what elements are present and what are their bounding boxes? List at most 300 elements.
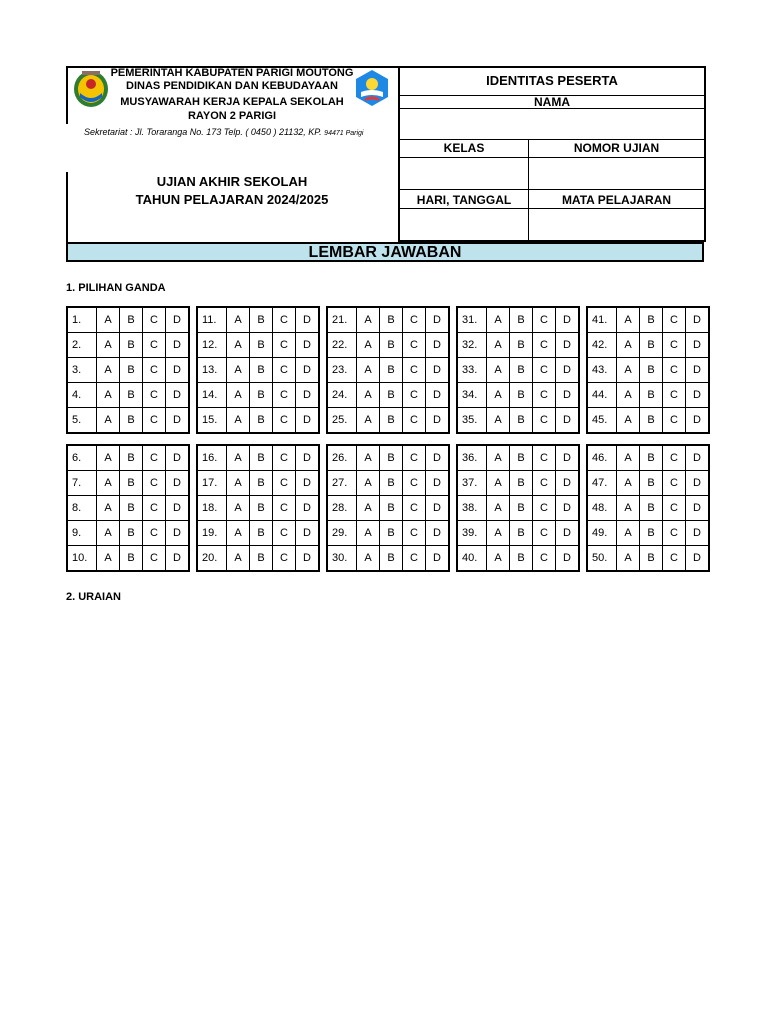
option-d[interactable]: D <box>556 408 580 434</box>
option-a[interactable]: A <box>97 521 120 546</box>
option-b[interactable]: B <box>510 333 533 358</box>
question-number: 23. <box>327 358 357 383</box>
org-line-1: PEMERINTAH KABUPATEN PARIGI MOUTONG <box>110 67 354 79</box>
answer-row <box>457 546 579 572</box>
option-a[interactable]: A <box>97 383 120 408</box>
option-a[interactable]: A <box>227 358 250 383</box>
option-c[interactable]: C <box>403 307 426 333</box>
option-a[interactable]: A <box>357 383 380 408</box>
option-a[interactable]: A <box>227 496 250 521</box>
option-b[interactable]: B <box>380 307 403 333</box>
question-number: 28. <box>327 496 357 521</box>
option-b[interactable]: B <box>250 383 273 408</box>
option-d[interactable]: D <box>556 471 580 496</box>
option-a[interactable]: A <box>357 546 380 572</box>
option-c[interactable]: C <box>273 496 296 521</box>
option-c[interactable]: C <box>533 333 556 358</box>
option-c[interactable]: C <box>533 358 556 383</box>
option-b[interactable]: B <box>380 358 403 383</box>
option-d[interactable]: D <box>426 471 450 496</box>
exam-title: UJIAN AKHIR SEKOLAH <box>156 174 308 189</box>
option-a[interactable]: A <box>97 333 120 358</box>
option-d[interactable]: D <box>166 496 190 521</box>
option-a[interactable]: A <box>617 358 640 383</box>
option-b[interactable]: B <box>120 333 143 358</box>
option-a[interactable]: A <box>487 408 510 434</box>
option-b[interactable]: B <box>380 445 403 471</box>
answer-row <box>327 307 449 333</box>
option-c[interactable]: C <box>143 383 166 408</box>
kelas-field[interactable] <box>400 158 528 189</box>
option-b[interactable]: B <box>640 383 663 408</box>
answer-row <box>67 546 189 572</box>
question-number: 36. <box>457 445 487 471</box>
option-c[interactable]: C <box>533 307 556 333</box>
option-c[interactable]: C <box>403 408 426 434</box>
option-c[interactable]: C <box>663 307 686 333</box>
option-d[interactable]: D <box>556 521 580 546</box>
option-b[interactable]: B <box>120 408 143 434</box>
option-b[interactable]: B <box>120 496 143 521</box>
option-c[interactable]: C <box>663 496 686 521</box>
answer-row <box>457 307 579 333</box>
option-c[interactable]: C <box>533 496 556 521</box>
option-b[interactable]: B <box>250 307 273 333</box>
option-b[interactable]: B <box>640 307 663 333</box>
question-number: 12. <box>197 333 227 358</box>
option-c[interactable]: C <box>533 408 556 434</box>
option-d[interactable]: D <box>426 496 450 521</box>
option-b[interactable]: B <box>380 333 403 358</box>
question-number: 26. <box>327 445 357 471</box>
kelas-label: KELAS <box>443 141 485 155</box>
question-number: 50. <box>587 546 617 572</box>
option-c[interactable]: C <box>403 333 426 358</box>
org-line-4: RAYON 2 PARIGI <box>187 110 277 122</box>
option-a[interactable]: A <box>617 471 640 496</box>
option-a[interactable]: A <box>357 521 380 546</box>
ministry-logo-icon <box>352 68 392 108</box>
option-a[interactable]: A <box>357 307 380 333</box>
question-number: 19. <box>197 521 227 546</box>
answer-row <box>457 471 579 496</box>
option-c[interactable]: C <box>403 471 426 496</box>
answer-row <box>67 408 189 434</box>
question-number: 37. <box>457 471 487 496</box>
option-d[interactable]: D <box>296 358 320 383</box>
option-a[interactable]: A <box>227 445 250 471</box>
option-b[interactable]: B <box>250 333 273 358</box>
option-d[interactable]: D <box>686 408 710 434</box>
question-number: 30. <box>327 546 357 572</box>
option-b[interactable]: B <box>510 546 533 572</box>
answer-block <box>456 444 580 572</box>
option-c[interactable]: C <box>533 521 556 546</box>
question-number: 44. <box>587 383 617 408</box>
question-number: 11. <box>197 307 227 333</box>
question-number: 40. <box>457 546 487 572</box>
option-c[interactable]: C <box>533 471 556 496</box>
option-d[interactable]: D <box>166 358 190 383</box>
answer-block <box>326 306 450 434</box>
option-d[interactable]: D <box>426 383 450 408</box>
question-number: 10. <box>67 546 97 572</box>
option-a[interactable]: A <box>97 445 120 471</box>
option-d[interactable]: D <box>166 383 190 408</box>
mata-pelajaran-field[interactable] <box>529 209 704 242</box>
option-c[interactable]: C <box>143 358 166 383</box>
answer-row <box>327 546 449 572</box>
org-line-2: DINAS PENDIDIKAN DAN KEBUDAYAAN <box>126 80 338 92</box>
option-b[interactable]: B <box>250 546 273 572</box>
option-b[interactable]: B <box>640 358 663 383</box>
hari-tanggal-label: HARI, TANGGAL <box>416 193 512 207</box>
option-c[interactable]: C <box>273 546 296 572</box>
question-number: 25. <box>327 408 357 434</box>
option-c[interactable]: C <box>533 383 556 408</box>
option-d[interactable]: D <box>556 383 580 408</box>
question-number: 34. <box>457 383 487 408</box>
option-b[interactable]: B <box>250 521 273 546</box>
option-c[interactable]: C <box>403 546 426 572</box>
option-a[interactable]: A <box>617 521 640 546</box>
option-d[interactable]: D <box>686 307 710 333</box>
section-essay: 2. URAIAN <box>66 591 122 603</box>
option-d[interactable]: D <box>296 307 320 333</box>
question-number: 8. <box>67 496 97 521</box>
question-number: 46. <box>587 445 617 471</box>
section-multiple-choice: 1. PILIHAN GANDA <box>66 282 166 294</box>
option-b[interactable]: B <box>640 445 663 471</box>
answer-row <box>327 383 449 408</box>
question-number: 43. <box>587 358 617 383</box>
option-d[interactable]: D <box>166 445 190 471</box>
option-a[interactable]: A <box>487 333 510 358</box>
option-b[interactable]: B <box>380 496 403 521</box>
option-c[interactable]: C <box>663 333 686 358</box>
option-d[interactable]: D <box>686 546 710 572</box>
option-c[interactable]: C <box>143 307 166 333</box>
option-b[interactable]: B <box>640 546 663 572</box>
option-a[interactable]: A <box>487 307 510 333</box>
answer-block <box>66 306 190 434</box>
option-b[interactable]: B <box>510 521 533 546</box>
answer-row <box>67 521 189 546</box>
question-number: 29. <box>327 521 357 546</box>
option-c[interactable]: C <box>273 408 296 434</box>
answer-row <box>327 445 449 471</box>
question-number: 15. <box>197 408 227 434</box>
option-c[interactable]: C <box>403 445 426 471</box>
option-a[interactable]: A <box>487 496 510 521</box>
question-number: 31. <box>457 307 487 333</box>
option-a[interactable]: A <box>487 471 510 496</box>
option-a[interactable]: A <box>97 546 120 572</box>
option-a[interactable]: A <box>617 333 640 358</box>
option-c[interactable]: C <box>143 408 166 434</box>
option-d[interactable]: D <box>296 521 320 546</box>
nomor-ujian-label: NOMOR UJIAN <box>573 141 660 155</box>
question-number: 9. <box>67 521 97 546</box>
option-c[interactable]: C <box>663 445 686 471</box>
exam-year: TAHUN PELAJARAN 2024/2025 <box>135 192 329 207</box>
question-number: 16. <box>197 445 227 471</box>
hari-tanggal-field[interactable] <box>400 209 528 242</box>
question-number: 47. <box>587 471 617 496</box>
option-d[interactable]: D <box>296 496 320 521</box>
option-a[interactable]: A <box>617 307 640 333</box>
option-c[interactable]: C <box>663 383 686 408</box>
nama-label: NAMA <box>534 95 570 109</box>
nomor-ujian-field[interactable] <box>529 158 704 189</box>
option-a[interactable]: A <box>97 358 120 383</box>
option-a[interactable]: A <box>97 307 120 333</box>
option-d[interactable]: D <box>296 471 320 496</box>
answer-row <box>67 445 189 471</box>
option-b[interactable]: B <box>120 358 143 383</box>
option-d[interactable]: D <box>426 521 450 546</box>
option-a[interactable]: A <box>227 521 250 546</box>
option-a[interactable]: A <box>97 408 120 434</box>
option-b[interactable]: B <box>510 408 533 434</box>
option-c[interactable]: C <box>273 445 296 471</box>
option-d[interactable]: D <box>556 445 580 471</box>
option-a[interactable]: A <box>487 358 510 383</box>
answer-row <box>587 546 709 572</box>
option-d[interactable]: D <box>166 471 190 496</box>
question-number: 6. <box>67 445 97 471</box>
answer-row <box>457 496 579 521</box>
option-d[interactable]: D <box>166 333 190 358</box>
question-number: 20. <box>197 546 227 572</box>
org-line-3: MUSYAWARAH KERJA KEPALA SEKOLAH <box>120 96 344 108</box>
option-b[interactable]: B <box>640 471 663 496</box>
option-b[interactable]: B <box>510 383 533 408</box>
option-d[interactable]: D <box>166 307 190 333</box>
option-d[interactable]: D <box>556 333 580 358</box>
option-d[interactable]: D <box>296 333 320 358</box>
question-number: 18. <box>197 496 227 521</box>
option-a[interactable]: A <box>487 546 510 572</box>
option-d[interactable]: D <box>426 445 450 471</box>
option-c[interactable]: C <box>663 546 686 572</box>
option-d[interactable]: D <box>296 445 320 471</box>
answer-row <box>327 408 449 434</box>
option-c[interactable]: C <box>143 445 166 471</box>
option-b[interactable]: B <box>250 408 273 434</box>
question-number: 4. <box>67 383 97 408</box>
answer-row <box>67 358 189 383</box>
option-b[interactable]: B <box>120 471 143 496</box>
question-number: 41. <box>587 307 617 333</box>
option-a[interactable]: A <box>487 445 510 471</box>
answer-row <box>587 471 709 496</box>
answer-block <box>66 444 190 572</box>
nama-field[interactable] <box>400 109 704 139</box>
answer-row <box>587 496 709 521</box>
option-c[interactable]: C <box>143 546 166 572</box>
answer-block <box>196 444 320 572</box>
answer-row <box>587 445 709 471</box>
option-d[interactable]: D <box>426 333 450 358</box>
option-a[interactable]: A <box>357 333 380 358</box>
option-a[interactable]: A <box>357 471 380 496</box>
answer-block <box>196 306 320 434</box>
option-b[interactable]: B <box>640 408 663 434</box>
option-a[interactable]: A <box>227 408 250 434</box>
option-b[interactable]: B <box>120 307 143 333</box>
option-d[interactable]: D <box>686 383 710 408</box>
option-c[interactable]: C <box>143 521 166 546</box>
option-b[interactable]: B <box>250 471 273 496</box>
option-b[interactable]: B <box>510 445 533 471</box>
option-b[interactable]: B <box>250 445 273 471</box>
question-number: 49. <box>587 521 617 546</box>
option-c[interactable]: C <box>143 496 166 521</box>
option-c[interactable]: C <box>403 496 426 521</box>
option-b[interactable]: B <box>120 521 143 546</box>
question-number: 13. <box>197 358 227 383</box>
option-b[interactable]: B <box>510 358 533 383</box>
option-c[interactable]: C <box>273 333 296 358</box>
option-d[interactable]: D <box>426 546 450 572</box>
answer-row <box>327 521 449 546</box>
answer-row <box>197 408 319 434</box>
option-d[interactable]: D <box>686 496 710 521</box>
answer-row <box>197 445 319 471</box>
identity-title: IDENTITAS PESERTA <box>486 73 618 88</box>
option-a[interactable]: A <box>487 521 510 546</box>
option-a[interactable]: A <box>487 383 510 408</box>
option-c[interactable]: C <box>533 445 556 471</box>
option-b[interactable]: B <box>120 546 143 572</box>
option-b[interactable]: B <box>380 471 403 496</box>
question-number: 22. <box>327 333 357 358</box>
option-b[interactable]: B <box>510 307 533 333</box>
option-d[interactable]: D <box>296 546 320 572</box>
option-d[interactable]: D <box>426 408 450 434</box>
option-d[interactable]: D <box>166 408 190 434</box>
option-c[interactable]: C <box>403 383 426 408</box>
option-d[interactable]: D <box>296 408 320 434</box>
question-number: 3. <box>67 358 97 383</box>
option-a[interactable]: A <box>357 496 380 521</box>
answer-row <box>67 333 189 358</box>
option-d[interactable]: D <box>556 358 580 383</box>
header-school-block <box>66 66 398 242</box>
option-b[interactable]: B <box>120 383 143 408</box>
option-d[interactable]: D <box>296 383 320 408</box>
option-a[interactable]: A <box>97 496 120 521</box>
answer-sheet-banner: LEMBAR JAWABAN <box>66 242 704 262</box>
option-a[interactable]: A <box>97 471 120 496</box>
option-a[interactable]: A <box>227 471 250 496</box>
option-a[interactable]: A <box>357 445 380 471</box>
option-d[interactable]: D <box>686 445 710 471</box>
option-d[interactable]: D <box>556 496 580 521</box>
option-a[interactable]: A <box>227 333 250 358</box>
option-d[interactable]: D <box>556 546 580 572</box>
answer-block <box>586 444 710 572</box>
option-c[interactable]: C <box>273 521 296 546</box>
option-d[interactable]: D <box>426 358 450 383</box>
answer-row <box>197 546 319 572</box>
secretariat-address: Sekretariat : Jl. Toraranga No. 173 Telp. ( 0450 ) 21132, KP. 94471 Parigi <box>84 127 364 137</box>
answer-row <box>327 471 449 496</box>
option-c[interactable]: C <box>273 383 296 408</box>
option-a[interactable]: A <box>617 496 640 521</box>
option-c[interactable]: C <box>663 471 686 496</box>
identity-block <box>398 66 706 242</box>
option-a[interactable]: A <box>227 546 250 572</box>
option-c[interactable]: C <box>273 358 296 383</box>
answer-row <box>327 333 449 358</box>
option-d[interactable]: D <box>686 471 710 496</box>
option-c[interactable]: C <box>663 408 686 434</box>
answer-block <box>586 306 710 434</box>
option-d[interactable]: D <box>686 333 710 358</box>
option-c[interactable]: C <box>663 521 686 546</box>
question-number: 42. <box>587 333 617 358</box>
option-b[interactable]: B <box>640 496 663 521</box>
answer-row <box>587 307 709 333</box>
option-b[interactable]: B <box>380 383 403 408</box>
answer-row <box>587 521 709 546</box>
option-b[interactable]: B <box>250 358 273 383</box>
option-a[interactable]: A <box>227 383 250 408</box>
option-a[interactable]: A <box>617 383 640 408</box>
answer-row <box>457 358 579 383</box>
option-b[interactable]: B <box>510 496 533 521</box>
option-c[interactable]: C <box>273 307 296 333</box>
option-c[interactable]: C <box>533 546 556 572</box>
question-number: 5. <box>67 408 97 434</box>
option-b[interactable]: B <box>120 445 143 471</box>
option-a[interactable]: A <box>617 445 640 471</box>
option-b[interactable]: B <box>250 496 273 521</box>
option-d[interactable]: D <box>686 358 710 383</box>
option-b[interactable]: B <box>640 521 663 546</box>
option-a[interactable]: A <box>617 408 640 434</box>
answer-row <box>457 521 579 546</box>
option-a[interactable]: A <box>357 408 380 434</box>
question-number: 48. <box>587 496 617 521</box>
answer-row <box>197 496 319 521</box>
question-number: 21. <box>327 307 357 333</box>
option-c[interactable]: C <box>663 358 686 383</box>
option-c[interactable]: C <box>143 471 166 496</box>
option-b[interactable]: B <box>380 408 403 434</box>
option-c[interactable]: C <box>403 358 426 383</box>
answer-row <box>327 358 449 383</box>
option-b[interactable]: B <box>380 546 403 572</box>
option-d[interactable]: D <box>426 307 450 333</box>
option-b[interactable]: B <box>380 521 403 546</box>
option-c[interactable]: C <box>273 471 296 496</box>
option-a[interactable]: A <box>617 546 640 572</box>
option-d[interactable]: D <box>686 521 710 546</box>
option-d[interactable]: D <box>166 546 190 572</box>
option-d[interactable]: D <box>166 521 190 546</box>
option-b[interactable]: B <box>640 333 663 358</box>
option-c[interactable]: C <box>403 521 426 546</box>
option-d[interactable]: D <box>556 307 580 333</box>
option-a[interactable]: A <box>357 358 380 383</box>
option-c[interactable]: C <box>143 333 166 358</box>
option-b[interactable]: B <box>510 471 533 496</box>
option-a[interactable]: A <box>227 307 250 333</box>
answer-block <box>456 306 580 434</box>
